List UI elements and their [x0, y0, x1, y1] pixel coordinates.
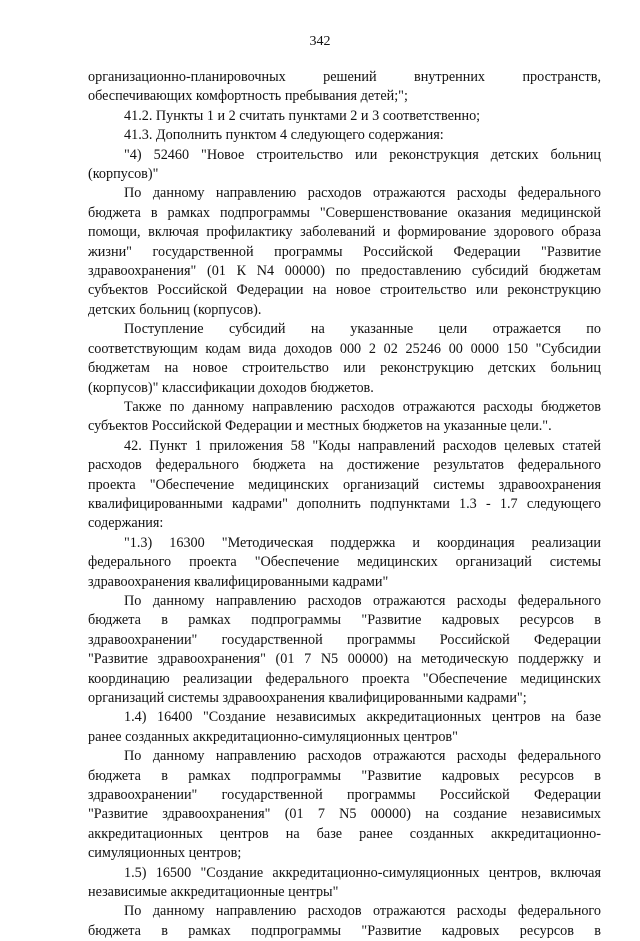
text-line: проекта "Обеспечение медицинских организаций системы здравоохранения	[88, 476, 601, 493]
text-line: Также по данному направлению расходов отражаются расходы бюджетов	[124, 398, 601, 415]
text-line: ранее созданных аккредитационно-симуляционных центров"	[88, 728, 458, 745]
document-body	[88, 68, 601, 941]
text-line: здравоохранении" государственной программы Российской Федерации	[88, 631, 601, 648]
text-line: 1.4) 16400 "Создание независимых аккредитационных центров на базе	[124, 709, 601, 726]
text-line: бюджета в рамках подпрограммы "Развитие кадровых ресурсов в	[88, 922, 601, 939]
text-line: независимые аккредитационные центры"	[88, 884, 339, 901]
text-line: расходов федерального бюджета на достижение результатов федерального	[88, 457, 601, 474]
text-line: детских больниц (корпусов).	[88, 301, 262, 318]
text-line: здравоохранения" (01 К N4 00000) по предоставлению субсидий бюджетам	[88, 263, 601, 280]
text-line: "1.3) 16300 "Методическая поддержка и координация реализации	[124, 534, 601, 551]
text-line: субъектов Российской Федерации на новое строительство или реконструкцию	[88, 282, 601, 299]
text-line: содержания:	[88, 515, 164, 532]
text-line: По данному направлению расходов отражаются расходы федерального	[124, 185, 601, 202]
text-line: (корпусов)" классификации доходов бюджетов.	[88, 379, 374, 396]
text-line: 1.5) 16500 "Создание аккредитационно-симуляционных центров, включая	[124, 864, 601, 881]
text-line: Поступление субсидий на указанные цели отражается по	[124, 321, 601, 338]
text-line: 41.2. Пункты 1 и 2 считать пунктами 2 и 3 соответственно;	[124, 107, 481, 124]
page-number: 342	[309, 34, 331, 49]
text-line: жизни" государственной программы Российской Федерации "Развитие	[88, 243, 601, 260]
text-line: По данному направлению расходов отражаются расходы федерального	[124, 903, 601, 920]
text-line: бюджетам на новое строительство или реконструкцию детских больниц	[88, 360, 601, 377]
text-line: 42. Пункт 1 приложения 58 "Коды направлений расходов целевых статей	[124, 437, 601, 454]
text-line: "4) 52460 "Новое строительство или реконструкция детских больниц	[124, 146, 601, 163]
text-line: здравоохранении" государственной программы Российской Федерации	[88, 787, 601, 804]
text-line: бюджета в рамках подпрограммы "Совершенствование оказания медицинской	[88, 204, 601, 221]
text-line: симуляционных центров;	[88, 845, 242, 862]
text-line: бюджета в рамках подпрограммы "Развитие кадровых ресурсов в	[88, 612, 601, 629]
text-line: бюджета в рамках подпрограммы "Развитие кадровых ресурсов в	[88, 767, 601, 784]
text-line: (корпусов)"	[88, 166, 159, 183]
text-line: помощи, включая профилактику заболеваний и формирование здорового образа	[88, 224, 601, 241]
text-line: федерального проекта "Обеспечение медицинских организаций системы	[88, 554, 601, 571]
text-line: организаций системы здравоохранения квалифицированными кадрами";	[88, 690, 527, 706]
text-line: здравоохранения квалифицированными кадрами"	[88, 573, 389, 590]
text-line: обеспечивающих комфортность пребывания детей;";	[88, 88, 408, 105]
text-line: "Развитие здравоохранения" (01 7 N5 00000) на создание независимых	[88, 806, 601, 823]
text-line: 41.3. Дополнить пунктом 4 следующего содержания:	[124, 127, 444, 144]
text-line: координацию реализации федерального проекта "Обеспечение медицинских	[88, 670, 601, 687]
text-line: "Развитие здравоохранения" (01 7 N5 00000) на методическую поддержку и	[88, 651, 601, 668]
text-line: соответствующим кодам вида доходов 000 2 02 25246 00 0000 150 "Субсидии	[88, 340, 601, 357]
text-line: По данному направлению расходов отражаются расходы федерального	[124, 592, 601, 609]
text-line: субъектов Российской Федерации и местных бюджетов на указанные цели.".	[88, 418, 552, 435]
text-line: организационно-планировочных решений внутренних пространств,	[88, 69, 601, 85]
text-line: квалифицированными кадрами" дополнить подпунктами 1.3 - 1.7 следующего	[88, 495, 601, 512]
text-line: аккредитационных центров на базе ранее созданных аккредитационно-	[88, 825, 601, 842]
text-line: По данному направлению расходов отражаются расходы федерального	[124, 748, 601, 765]
